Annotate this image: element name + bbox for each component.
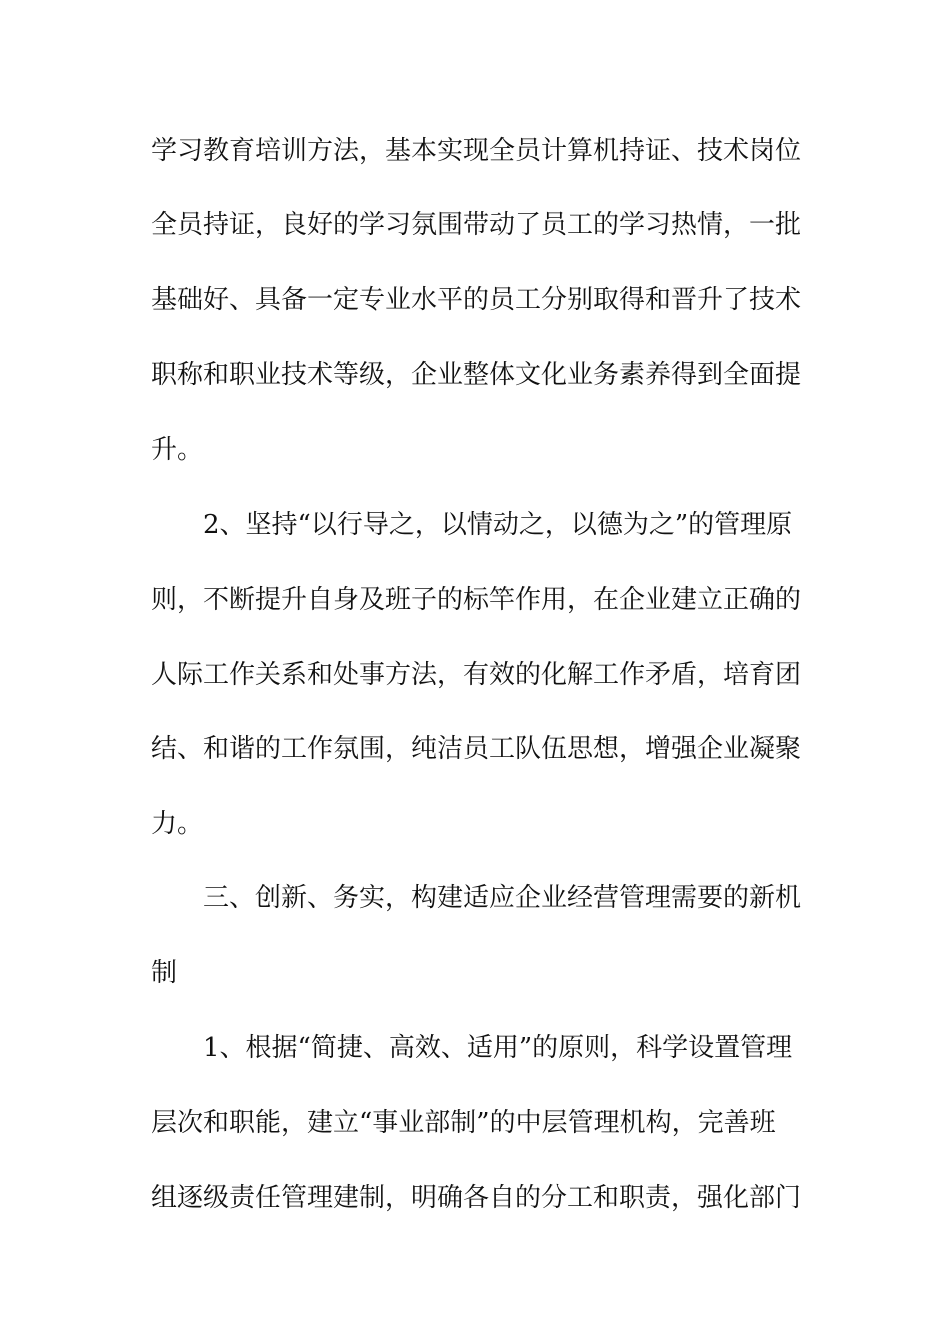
text-line: 学习教育培训方法，基本实现全员计算机持证、技术岗位: [151, 136, 802, 166]
text-line: 基础好、具备一定专业水平的员工分别取得和晋升了技术: [151, 285, 802, 315]
text-line: 人际工作关系和处事方法，有效的化解工作矛盾，培育团: [151, 660, 802, 690]
text-line: 职称和职业技术等级，企业整体文化业务素养得到全面提: [151, 360, 802, 390]
text-line: 结、和谐的工作氛围，纯洁员工队伍思想，增强企业凝聚: [151, 734, 802, 764]
paragraph-1-start: 1、根据“简捷、高效、适用”的原则，科学设置管理: [203, 1033, 793, 1063]
text-line: 层次和职能，建立“事业部制”的中层管理机构，完善班: [151, 1108, 776, 1138]
text-line: 全员持证，良好的学习氛围带动了员工的学习热情，一批: [151, 210, 802, 240]
paragraph-2-start: 2、坚持“以行导之，以情动之，以德为之”的管理原: [203, 510, 793, 540]
section-heading: 三、创新、务实，构建适应企业经营管理需要的新机: [203, 883, 802, 913]
text-line: 力。: [151, 809, 204, 839]
text-line: 则，不断提升自身及班子的标竿作用，在企业建立正确的: [151, 585, 802, 615]
section-heading-cont: 制: [151, 958, 178, 988]
text-line: 组逐级责任管理建制，明确各自的分工和职责，强化部门: [151, 1183, 802, 1213]
text-line: 升。: [151, 435, 204, 465]
